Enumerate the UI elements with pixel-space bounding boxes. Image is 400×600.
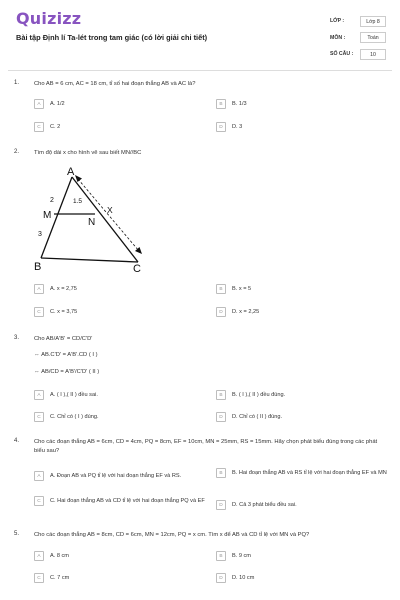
option-text: B. x = 5 (232, 285, 252, 292)
option-text: A. 8 cm (50, 552, 69, 559)
option-letter-box: C (34, 307, 44, 317)
question-text: Cho AB/A'B' = CD/C'D' (34, 336, 93, 342)
worksheet-meta (330, 13, 386, 63)
option-text: A. Đoạn AB và PQ tỉ lệ với hai đoạn thẳng EF và RS. (50, 472, 182, 479)
option-letter-box: C (34, 573, 44, 583)
arrow-head-top (75, 175, 82, 182)
option-b[interactable] (216, 390, 285, 400)
question-text: Cho các đoạn thẳng AB = 6cm, CD = 4cm, PQ = 8cm, EF = 10cm, MN = 25mm, RS = 15mm. Hãy chọn phát biểu đúng trong các phát biểu sau? (34, 439, 378, 454)
option-b[interactable] (216, 468, 392, 478)
meta-count-value: 10 (360, 49, 386, 60)
option-b[interactable] (216, 99, 247, 109)
option-letter-box: C (34, 496, 44, 506)
option-letter-box: C (34, 122, 44, 132)
meta-count-label: SỐ CÂU : (330, 51, 354, 58)
option-a[interactable] (34, 390, 98, 400)
option-text: A. ( I ),( II ) đều sai. (50, 391, 98, 398)
option-text: D. Cả 3 phát biểu đều sai. (232, 501, 297, 508)
option-text: C. 7 cm (50, 574, 70, 581)
meta-grade (330, 13, 386, 30)
option-c[interactable] (34, 307, 77, 317)
meta-grade-label: LỚP : (330, 18, 345, 25)
option-letter-box: A (34, 390, 44, 400)
option-letter-box: A (34, 284, 44, 294)
option-a[interactable] (34, 99, 65, 109)
question-number: 4. (14, 438, 20, 444)
label-m: M (43, 210, 52, 221)
option-a[interactable] (34, 551, 69, 561)
option-d[interactable] (216, 573, 254, 583)
question-text: Cho AB = 6 cm, AC = 18 cm, tỉ số hai đoạn thẳng AB và AC là? (34, 81, 196, 87)
option-d[interactable] (216, 122, 242, 132)
question-text: Cho các đoạn thẳng AB = 8cm, CD = 6cm, MN = 12cm, PQ = x cm. Tìm x để AB và CD tỉ lệ với MN và PQ? (34, 532, 310, 538)
option-text: A. x = 2,75 (50, 285, 77, 292)
option-letter-box: B (216, 99, 226, 109)
option-a[interactable] (34, 284, 77, 294)
option-c[interactable] (34, 496, 212, 506)
option-letter-box: B (216, 551, 226, 561)
option-a[interactable] (34, 471, 210, 481)
option-text: D. 3 (232, 123, 243, 130)
label-n: N (88, 217, 96, 228)
meta-subject-value: Toán (360, 32, 386, 43)
dashed-x-line (78, 179, 139, 251)
meta-count (330, 46, 386, 63)
statement-1: ⇔ AB.C'D' = A'B'.CD ( I ) (34, 352, 98, 358)
label-mb-length: 3 (38, 231, 42, 238)
label-an-length: 1.5 (73, 198, 83, 205)
option-letter-box: B (216, 284, 226, 294)
option-letter-box: B (216, 390, 226, 400)
label-a: A (67, 166, 75, 178)
option-letter-box: D (216, 500, 226, 510)
option-text: C. 2 (50, 123, 61, 130)
side-ac (72, 177, 138, 262)
question-text: Tìm độ dài x cho hình vẽ sau biết MN//BC (34, 150, 142, 156)
option-text: A. 1/2 (50, 100, 65, 107)
label-x: X (107, 205, 113, 215)
meta-grade-value: Lớp 8 (360, 16, 386, 27)
question-number: 3. (14, 335, 20, 341)
label-am-length: 2 (50, 197, 54, 204)
option-text: D. 10 cm (232, 574, 255, 581)
option-d[interactable] (216, 500, 392, 510)
triangle-figure (32, 163, 162, 278)
quizizz-logo: Quizizz (16, 9, 82, 28)
option-text: B. 1/3 (232, 100, 247, 107)
meta-subject (330, 30, 386, 47)
label-c: C (133, 263, 141, 275)
option-c[interactable] (34, 122, 60, 132)
option-text: D. Chỉ có ( II ) đúng. (232, 413, 283, 420)
question-number: 5. (14, 531, 20, 537)
option-d[interactable] (216, 307, 259, 317)
option-letter-box: A (34, 471, 44, 481)
option-c[interactable] (34, 573, 69, 583)
side-bc (41, 258, 138, 262)
option-letter-box: C (34, 412, 44, 422)
question-number: 2. (14, 149, 20, 155)
header-divider (8, 70, 392, 71)
option-letter-box: A (34, 99, 44, 109)
label-b: B (34, 261, 42, 273)
option-letter-box: D (216, 573, 226, 583)
option-text: C. x = 3,75 (50, 308, 78, 315)
option-text: D. x = 2,25 (232, 308, 260, 315)
statement-2: ⇔ AB/CD = A'B'/C'D' ( II ) (34, 369, 100, 375)
option-letter-box: D (216, 412, 226, 422)
worksheet-title: Bài tập Định lí Ta-lét trong tam giác (có lời giải chi tiết) (16, 33, 208, 42)
option-text: C. Hai đoạn thẳng AB và CD tỉ lệ với hai đoạn thẳng PQ và EF (50, 497, 205, 504)
option-b[interactable] (216, 551, 251, 561)
question-number: 1. (14, 80, 20, 86)
meta-subject-label: MÔN : (330, 34, 346, 41)
option-text: B. Hai đoạn thẳng AB và RS tỉ lệ với hai đoạn thẳng EF và MN (232, 469, 387, 476)
option-letter-box: D (216, 307, 226, 317)
option-c[interactable] (34, 412, 99, 422)
option-d[interactable] (216, 412, 282, 422)
option-letter-box: B (216, 468, 226, 478)
option-text: C. Chỉ có ( I ) đúng. (50, 413, 99, 420)
option-letter-box: A (34, 551, 44, 561)
option-b[interactable] (216, 284, 251, 294)
option-text: B. ( I ),( II ) đều đúng. (232, 391, 286, 398)
option-text: B. 9 cm (232, 552, 251, 559)
option-letter-box: D (216, 122, 226, 132)
